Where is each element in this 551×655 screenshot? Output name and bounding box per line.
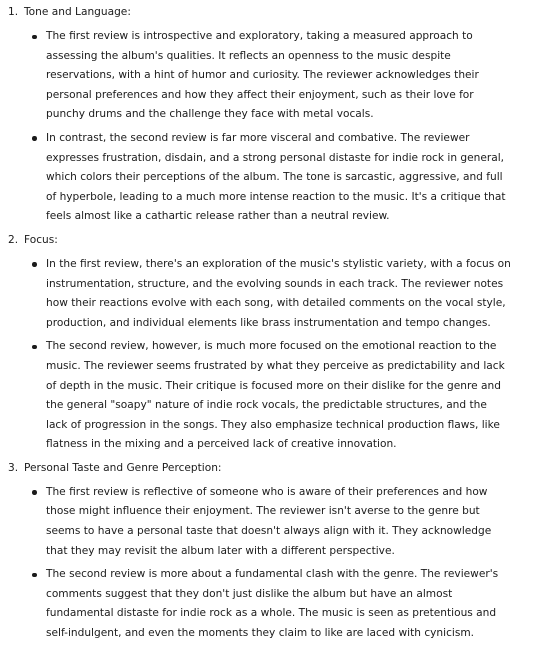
bullet-icon bbox=[32, 490, 37, 495]
list-item bbox=[0, 565, 551, 643]
section-number: 2. bbox=[8, 233, 19, 246]
list-item bbox=[0, 483, 551, 561]
section-heading bbox=[0, 231, 551, 249]
bullet-icon bbox=[32, 136, 37, 141]
section-personal-taste bbox=[0, 459, 551, 644]
bullet-text: The first review is introspective and exploratory, taking a measured approach to assessing the album's qualities. It reflects an openness to the music despite reservations, with a hint of humor and curiosity. The reviewer acknowledges their personal preferences and how they affect their enjoyment, such as their love for punchy drums and the challenge they face with metal vocals. bbox=[46, 30, 479, 121]
bullet-text: The second review, however, is much more focused on the emotional reaction to the music. The reviewer seems frustrated by what they perceive as predictability and lack of depth in the music. Their critique is focused more on their dislike for the genre and the general "soapy" nature of indie rock vocals, the predictable structures, and the lack of progression in the songs. They also emphasize technical production flaws, like flatness in the mixing and a perceived lack of creative innovation. bbox=[46, 340, 505, 451]
bullet-list bbox=[0, 255, 551, 455]
section-tone-and-language bbox=[0, 3, 551, 227]
bullet-icon bbox=[32, 35, 37, 40]
section-number: 1. bbox=[8, 6, 19, 18]
bullet-icon bbox=[32, 573, 37, 578]
section-heading bbox=[0, 3, 551, 21]
section-number: 3. bbox=[8, 461, 19, 474]
bullet-text: The second review is more about a fundamental clash with the genre. The reviewer's comments suggest that they don't just dislike the album but have an almost fundamental distaste for indie rock as a whole. The music is seen as pretentious and self-indulgent, and even the moments they claim to like are laced with cynicism. bbox=[46, 568, 499, 640]
list-item bbox=[0, 255, 551, 333]
section-focus bbox=[0, 231, 551, 455]
bullet-icon bbox=[32, 345, 37, 350]
section-heading bbox=[0, 459, 551, 477]
bullet-text: In the first review, there's an exploration of the music's stylistic variety, with a focus on instrumentation, structure, and the evolving sounds in each track. The reviewer notes how their reactions evolve with each song, with detailed comments on the vocal style, production, and individual elements like brass instrumentation and tempo changes. bbox=[46, 257, 511, 329]
section-title: Focus: bbox=[24, 233, 58, 246]
section-title: Tone and Language: bbox=[24, 6, 131, 18]
bullet-list bbox=[0, 27, 551, 227]
bullet-list bbox=[0, 483, 551, 644]
bullet-text: In contrast, the second review is far more visceral and combative. The reviewer expresses frustration, disdain, and a strong personal distaste for indie rock in general, which colors their perceptions of the album. The tone is sarcastic, aggressive, and full of hyperbole, leading to a much more intense reaction to the music. It's a critique that feels almost like a cathartic release rather than a neutral review. bbox=[46, 131, 506, 223]
bullet-text: The first review is reflective of someone who is aware of their preferences and how those might influence their enjoyment. The reviewer isn't averse to the genre but seems to have a personal taste that doesn't always align with it. They acknowledge that they may revisit the album later with a different perspective. bbox=[46, 485, 492, 557]
bullet-icon bbox=[32, 262, 37, 267]
list-item bbox=[0, 337, 551, 455]
list-item bbox=[0, 129, 551, 227]
section-title: Personal Taste and Genre Perception: bbox=[24, 461, 222, 474]
list-item bbox=[0, 27, 551, 125]
